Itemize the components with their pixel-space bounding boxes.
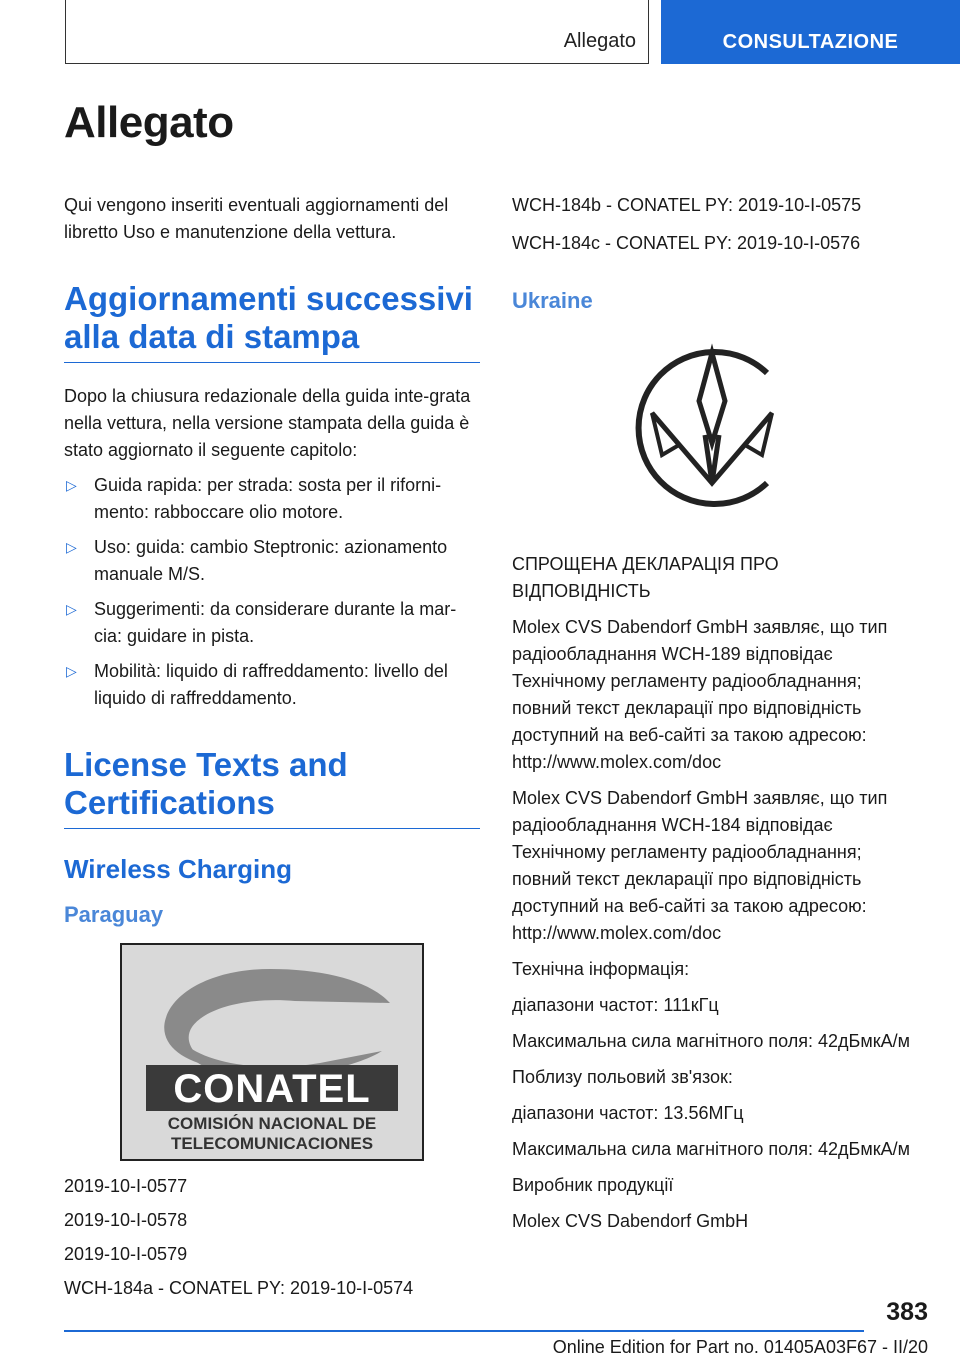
code-line: 2019-10-I-0578 xyxy=(64,1210,188,1230)
code-line: WCH-184b - CONATEL PY: 2019-10-I-0575 xyxy=(512,195,862,215)
paragraph: Технічна інформація: xyxy=(512,959,690,979)
paragraph: діапазони частот: 13.56МГц xyxy=(512,1103,744,1123)
list-item xyxy=(64,596,480,650)
tab-consultazione-label: CONSULTAZIONE xyxy=(722,31,899,53)
list-item xyxy=(64,534,480,588)
bullet-triangle-icon: ▷ xyxy=(66,663,77,679)
paragraph: Виробник продукції xyxy=(512,1175,674,1195)
left-column xyxy=(64,192,480,1302)
paraguay-heading: Paraguay xyxy=(64,902,164,927)
updates-list xyxy=(64,472,480,712)
license-heading: License Texts and Certifications xyxy=(64,746,480,829)
list-item xyxy=(64,472,480,526)
conatel-logo xyxy=(120,943,424,1161)
intro-text: Qui vengono inseriti eventuali aggiornamenti del libretto Uso e manutenzione della vettura. xyxy=(64,195,449,242)
list-item-text: Guida rapida: per strada: sosta per il riforni-mento: rabboccare olio motore. xyxy=(94,475,442,522)
page-title: Allegato xyxy=(64,98,234,147)
bullet-triangle-icon: ▷ xyxy=(66,601,77,617)
footer-edition-text: Online Edition for Part no. 01405A03F67 - II/20 xyxy=(552,1337,928,1357)
ukraine-heading: Ukraine xyxy=(512,288,593,313)
ukraine-declaration xyxy=(512,551,912,1235)
footer-divider xyxy=(64,1330,864,1332)
code-line: 2019-10-I-0577 xyxy=(64,1176,188,1196)
bullet-triangle-icon: ▷ xyxy=(66,539,77,555)
paraguay-codes xyxy=(64,1173,480,1302)
paragraph: СПРОЩЕНА ДЕКЛАРАЦІЯ ПРО ВІДПОВІДНІСТЬ xyxy=(512,554,779,601)
paragraph: Molex CVS Dabendorf GmbH заявляє, що тип радіообладнання WCH-184 відповідає Технічному регламенту радіообладнання; повний текст декларації про відповідність доступний на веб-сайті за такою адресою: http://www.molex.com/doc xyxy=(512,788,888,943)
paragraph: Максимальна сила магнітного поля: 42дБмкА/м xyxy=(512,1139,910,1159)
paragraph: Molex CVS Dabendorf GmbH заявляє, що тип радіообладнання WCH-189 відповідає Технічному регламенту радіообладнання; повний текст декларації про відповідність доступний на веб-сайті за такою адресою: http://www.molex.com/doc xyxy=(512,617,888,772)
header-frame xyxy=(65,0,649,64)
conatel-wordmark: CONATEL xyxy=(173,1067,371,1111)
list-item-text: Suggerimenti: da considerare durante la mar-cia: guidare in pista. xyxy=(94,599,457,646)
tab-consultazione[interactable] xyxy=(661,0,960,64)
updates-heading: Aggiornamenti successivi alla data di stampa xyxy=(64,280,480,363)
conatel-line1: COMISIÓN NACIONAL DE xyxy=(167,1114,377,1133)
conatel-line2: TELECOMUNICACIONES xyxy=(170,1134,374,1153)
paragraph: діапазони частот: 111кГц xyxy=(512,995,719,1015)
header-section-label[interactable]: Allegato xyxy=(563,30,636,52)
code-line: 2019-10-I-0579 xyxy=(64,1244,188,1264)
bullet-triangle-icon: ▷ xyxy=(66,477,77,493)
paragraph: Максимальна сила магнітного поля: 42дБмкА/м xyxy=(512,1031,910,1051)
paragraph: Поблизу польовий зв'язок: xyxy=(512,1067,733,1087)
code-line: WCH-184c - CONATEL PY: 2019-10-I-0576 xyxy=(512,233,861,253)
right-column xyxy=(512,192,912,1244)
list-item-text: Mobilità: liquido di raffreddamento: livello del liquido di raffreddamento. xyxy=(94,661,448,708)
ukraine-conformity-mark-icon xyxy=(617,333,807,523)
wireless-charging-heading: Wireless Charging xyxy=(64,854,293,884)
page-number: 383 xyxy=(886,1298,928,1326)
list-item xyxy=(64,658,480,712)
code-line: WCH-184a - CONATEL PY: 2019-10-I-0574 xyxy=(64,1278,414,1298)
updates-body: Dopo la chiusura redazionale della guida inte-grata nella vettura, nella versione stampata della guida è stato aggiornato il seguente capitolo: xyxy=(64,386,471,460)
list-item-text: Uso: guida: cambio Steptronic: azionamento manuale M/S. xyxy=(94,537,448,584)
paragraph: Molex CVS Dabendorf GmbH xyxy=(512,1211,749,1231)
